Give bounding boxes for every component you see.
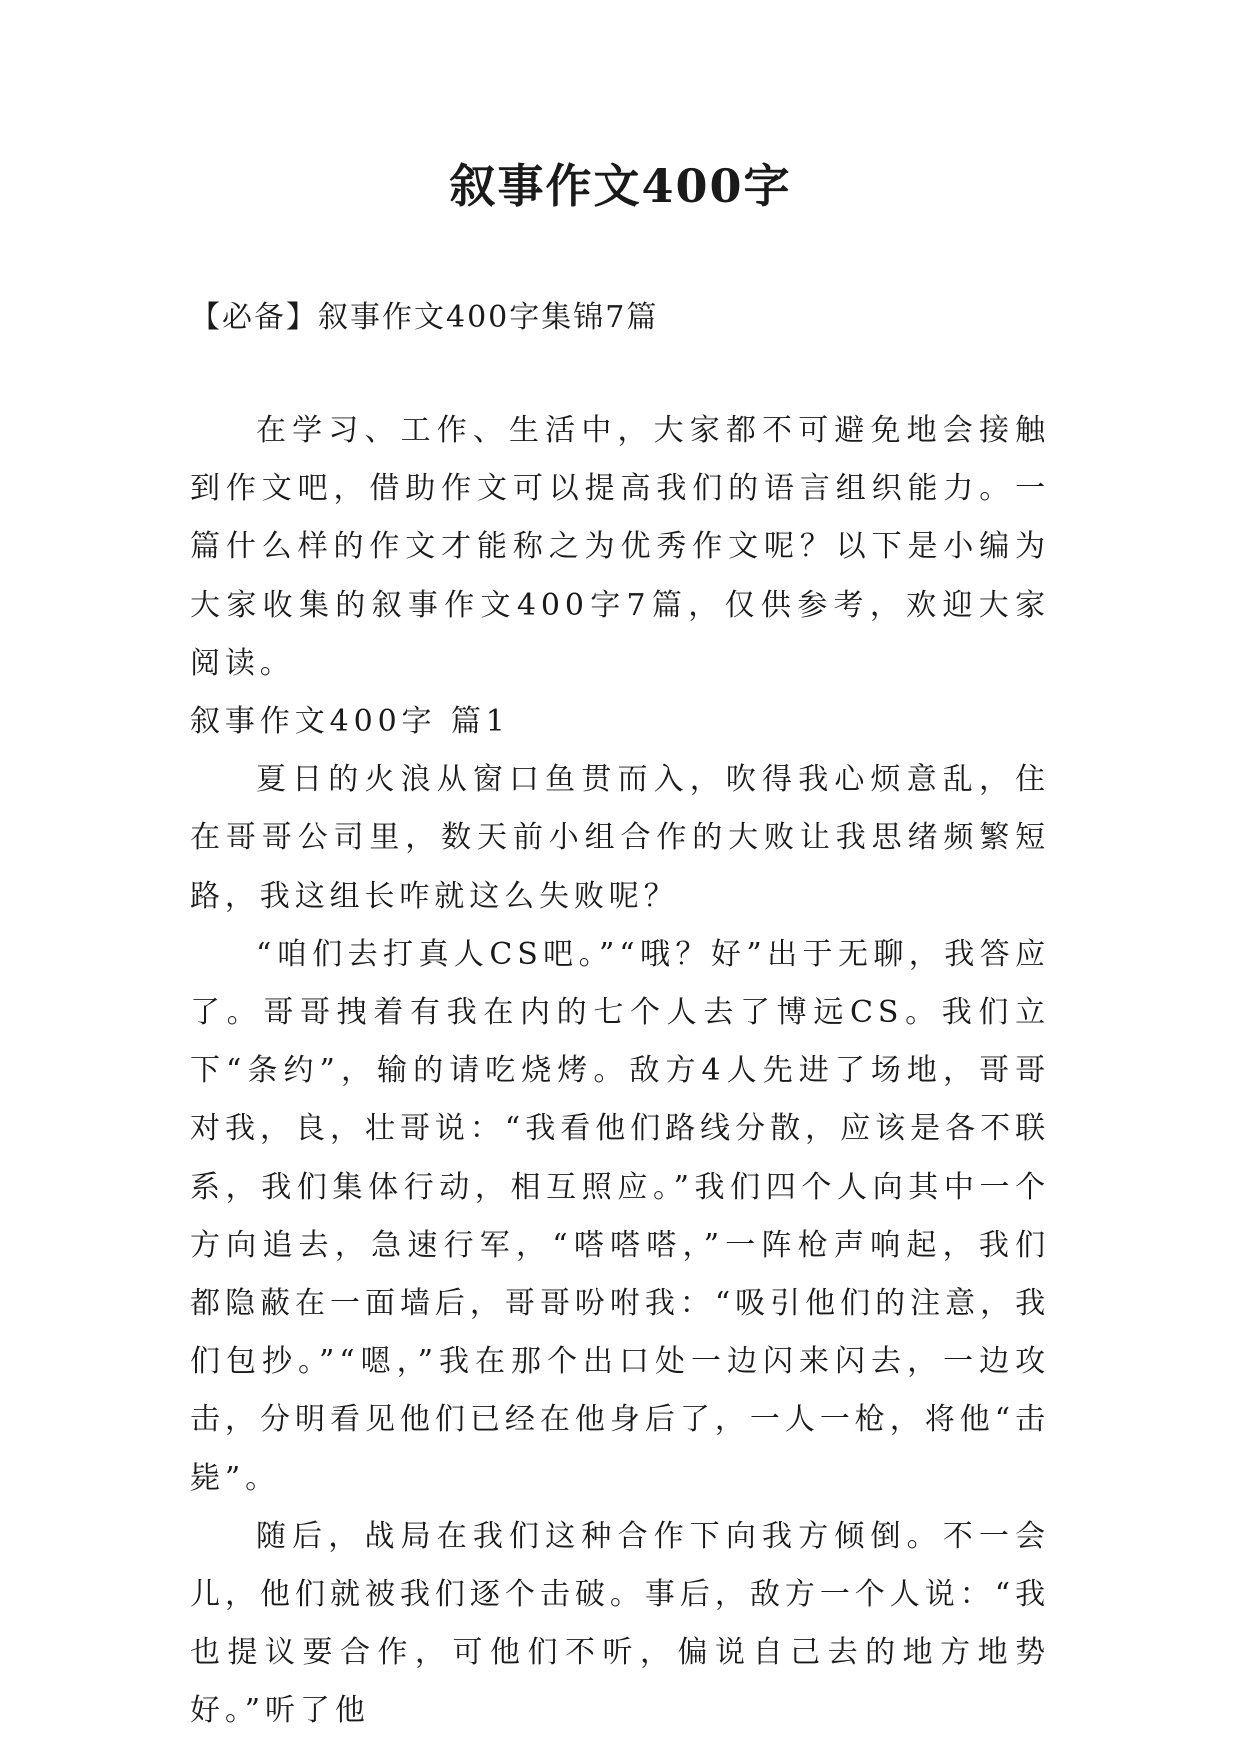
body-paragraph: “咱们去打真人CS吧。”“哦？好”出于无聊，我答应了。哥哥拽着有我在内的七个人去了博远CS。我们立下“条约”，输的请吃烧烤。敌方4人先进了场地，哥哥对我，良，壮哥说：“我看他们路线分散，应该是各不联系，我们集体行动，相互照应。”我们四个人向其中一个方向追去，急速行军，“嗒嗒嗒，”一阵枪声响起，我们都隐蔽在一面墙后，哥哥吩咐我：“吸引他们的注意，我们包抄。”“嗯，”我在那个出口处一边闪来闪去，一边攻击，分明看见他们已经在他身后了，一人一枪，将他“击毙”。 bbox=[190, 936, 1050, 1496]
section-heading: 叙事作文400字 篇1 bbox=[190, 704, 510, 740]
intro-paragraph: 在学习、工作、生活中，大家都不可避免地会接触到作文吧，借助作文可以提高我们的语言组织能力。一篇什么样的作文才能称之为优秀作文呢？以下是小编为大家收集的叙事作文400字7篇，仅供参考，欢迎大家阅读。 bbox=[190, 413, 1050, 681]
body-paragraph: 随后，战局在我们这种合作下向我方倾倒。不一会儿，他们就被我们逐个击破。事后，敌方一个人说：“我也提议要合作，可他们不听，偏说自己去的地方地势好。”听了他 bbox=[190, 1518, 1050, 1729]
document-body bbox=[190, 402, 1050, 1741]
document-title: 叙事作文400字 bbox=[449, 159, 792, 213]
body-paragraph: 夏日的火浪从窗口鱼贯而入，吹得我心烦意乱，住在哥哥公司里，数天前小组合作的大败让我思绪频繁短路，我这组长咋就这么失败呢？ bbox=[190, 762, 1050, 914]
document-subtitle: 【必备】叙事作文400字集锦7篇 bbox=[190, 300, 659, 335]
